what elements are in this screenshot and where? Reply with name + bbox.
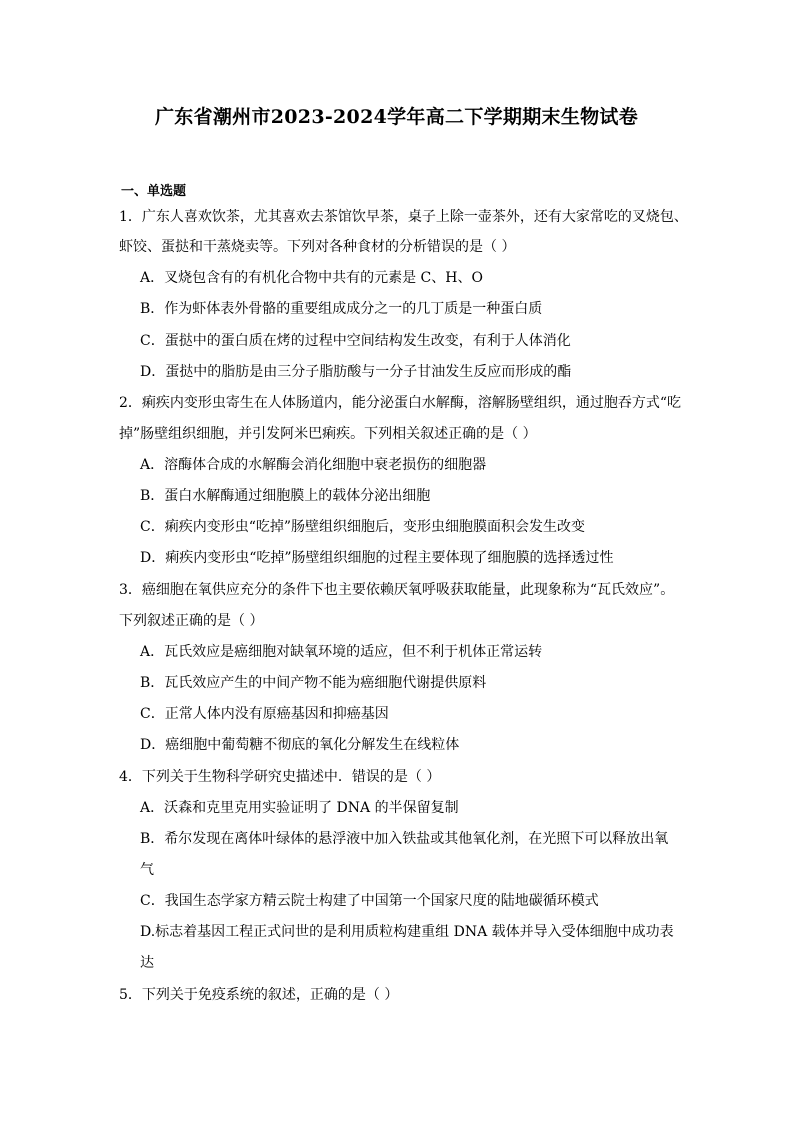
question-3-stem-line-1: 3．癌细胞在氧供应充分的条件下也主要依赖厌氧呼吸获取能量，此现象称为“瓦氏效应”。 <box>119 582 675 598</box>
question-3-stem-line-2: 下列叙述正确的是（ ） <box>119 613 264 629</box>
question-2-stem-line-2: 掉”肠壁组织细胞，并引发阿米巴痢疾。下列相关叙述正确的是（ ） <box>119 426 537 442</box>
question-2-option-b: B．蛋白水解酶通过细胞膜上的载体分泌出细胞 <box>140 488 431 504</box>
question-1-option-b: B．作为虾体表外骨骼的重要组成成分之一的几丁质是一种蛋白质 <box>140 301 543 317</box>
question-4-stem: 4．下列关于生物科学研究史描述中．错误的是（ ） <box>119 769 441 785</box>
question-4-option-b-continued: 气 <box>140 862 154 878</box>
question-2-option-c: C．痢疾内变形虫“吃掉”肠壁组织细胞后，变形虫细胞膜面积会发生改变 <box>140 519 586 535</box>
question-4-option-c: C．我国生态学家方精云院士构建了中国第一个国家尺度的陆地碳循环模式 <box>140 893 599 909</box>
question-1-stem-line-2: 虾饺、蛋挞和干蒸烧卖等。下列对各种食材的分析错误的是（ ） <box>119 239 516 255</box>
question-3-option-b: B．瓦氏效应产生的中间产物不能为癌细胞代谢提供原料 <box>140 675 487 691</box>
question-2-stem-line-1: 2．痢疾内变形虫寄生在人体肠道内，能分泌蛋白水解酶，溶解肠壁组织，通过胞吞方式“吃 <box>119 395 682 411</box>
question-5-stem: 5．下列关于免疫系统的叙述，正确的是（ ） <box>119 987 399 1003</box>
question-4-option-d-continued: 达 <box>140 955 154 971</box>
question-3-option-c: C．正常人体内没有原癌基因和抑癌基因 <box>140 706 389 722</box>
question-4-option-a: A．沃森和克里克用实验证明了 DNA 的半保留复制 <box>140 800 459 816</box>
section-heading: 一、单选题 <box>121 184 187 199</box>
page-title: 广东省潮州市2023-2024学年高二下学期期末生物试卷 <box>154 106 639 128</box>
question-1-option-c: C．蛋挞中的蛋白质在烤的过程中空间结构发生改变，有利于人体消化 <box>140 333 571 349</box>
question-2-option-a: A．溶酶体合成的水解酶会消化细胞中衰老损伤的细胞器 <box>140 457 487 473</box>
question-1-stem-line-1: 1．广东人喜欢饮茶，尤其喜欢去茶馆饮早茶，桌子上除一壶茶外，还有大家常吃的叉烧包、 <box>119 209 688 225</box>
question-1-option-a: A．叉烧包含有的有机化合物中共有的元素是 C、H、O <box>140 270 483 286</box>
question-4-option-d: D.标志着基因工程正式问世的是利用质粒构建重组 DNA 载体并导入受体细胞中成功表 <box>140 924 674 940</box>
question-4-option-b: B．希尔发现在离体叶绿体的悬浮液中加入铁盐或其他氧化剂，在光照下可以释放出氧 <box>140 831 669 847</box>
question-1-option-d: D．蛋挞中的脂肪是由三分子脂肪酸与一分子甘油发生反应而形成的酯 <box>140 364 572 380</box>
question-2-option-d: D．痢疾内变形虫“吃掉”肠壁组织细胞的过程主要体现了细胞膜的选择透过性 <box>140 550 614 566</box>
question-3-option-a: A．瓦氏效应是癌细胞对缺氧环境的适应，但不利于机体正常运转 <box>140 644 543 660</box>
question-3-option-d: D．癌细胞中葡萄糖不彻底的氧化分解发生在线粒体 <box>140 737 460 753</box>
